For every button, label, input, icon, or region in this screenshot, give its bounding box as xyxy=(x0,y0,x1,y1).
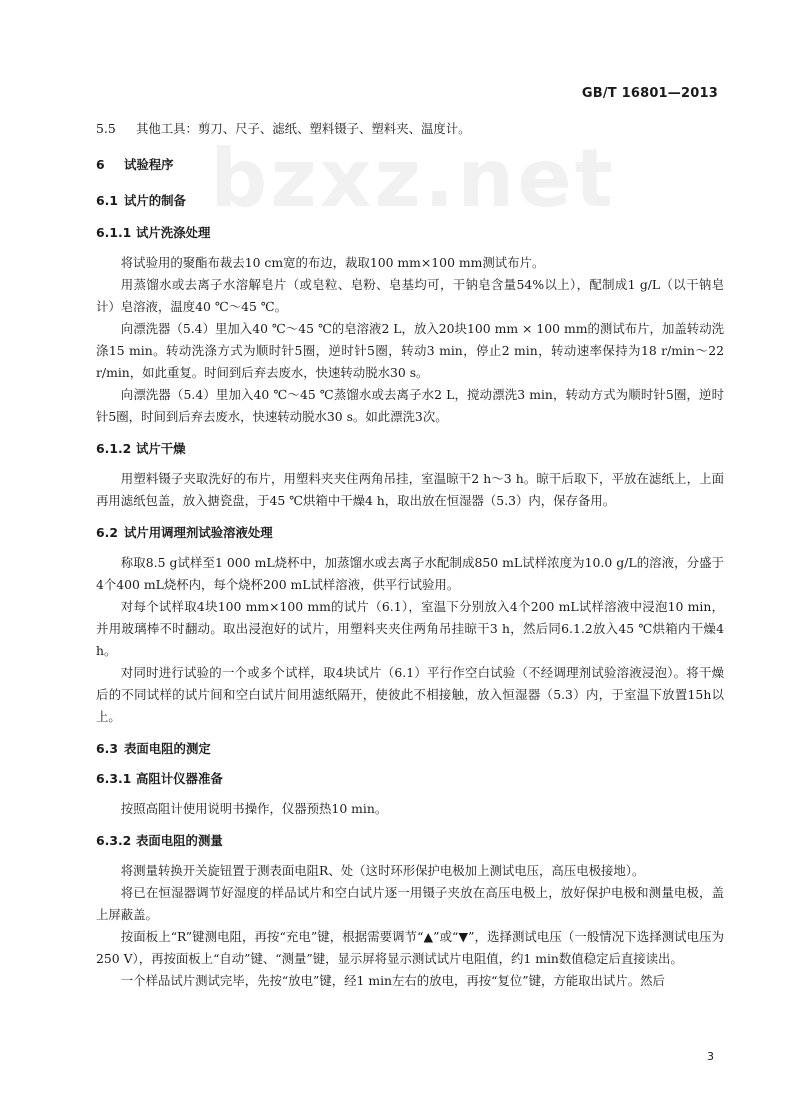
section-number: 6.2 xyxy=(96,525,118,540)
section-6-3-1-heading xyxy=(96,768,724,790)
section-6-1-2-heading xyxy=(96,438,724,460)
section-5-5 xyxy=(96,118,724,140)
paragraph: 称取8.5 g试样至1 000 mL烧杯中，加蒸馏水或去离子水配制成850 mL试样浓度为10.0 g/L的溶液，分盛于4个400 mL烧杯内，每个烧杯200 mL试样溶液，供平行试验用。 xyxy=(96,555,724,592)
paragraph: 用塑料镊子夹取洗好的布片，用塑料夹夹住两角吊挂，室温晾干2 h～3 h。晾干后取下，平放在滤纸上，上面再用滤纸包盖，放入搪瓷盘，于45 ℃烘箱中干燥4 h，取出放在恒湿器（5.3）内，保存备用。 xyxy=(96,471,724,508)
section-number: 6.1.1 xyxy=(96,225,132,240)
section-title: 试片干燥 xyxy=(136,441,186,456)
paragraph: 将已在恒湿器调节好湿度的样品试片和空白试片逐一用镊子夹放在高压电极上，放好保护电极和测量电极，盖上屏蔽盖。 xyxy=(96,885,724,922)
section-title: 高阻计仪器准备 xyxy=(136,771,223,786)
section-title: 试片用调理剂试验溶液处理 xyxy=(124,525,273,540)
section-number: 6.1 xyxy=(96,193,118,208)
paragraph: 一个样品试片测试完毕，先按“放电”键，经1 min左右的放电，再按“复位”键，方能取出试片。然后 xyxy=(120,973,665,988)
section-number: 6.3 xyxy=(96,741,118,756)
section-number: 6.3.2 xyxy=(96,833,132,848)
paragraph: 按面板上“R”键测电阻，再按“充电”键，根据需要调节“▲”或“▼”，选择测试电压（一般情况下选择测试电压为250 V），再按面板上“自动”键、“测量”键，显示屏将显示测试试片电阻值，约1 min数值稳定后直接读出。 xyxy=(96,929,724,966)
section-title: 表面电阻的测定 xyxy=(124,741,211,756)
section-title: 试片的制备 xyxy=(124,193,186,208)
document-body xyxy=(96,118,724,992)
section-text: 其他工具：剪刀、尺子、滤纸、塑料镊子、塑料夹、温度计。 xyxy=(136,121,471,136)
section-title: 表面电阻的测量 xyxy=(136,833,223,848)
section-title: 试验程序 xyxy=(124,157,174,172)
section-title: 试片洗涤处理 xyxy=(136,225,211,240)
paragraph: 对同时进行试验的一个或多个试样，取4块试片（6.1）平行作空白试验（不经调理剂试验溶液浸泡）。将干燥后的不同试样的试片间和空白试片间用滤纸隔开，使彼此不相接触，放入恒湿器（5.3）内，于室温下放置15h以上。 xyxy=(96,665,724,724)
section-6-1-1-heading xyxy=(96,222,724,244)
section-number: 6.3.1 xyxy=(96,771,132,786)
paragraph: 将试验用的聚酯布裁去10 cm宽的布边，裁取100 mm×100 mm测试布片。 xyxy=(120,255,545,270)
section-6-2-heading xyxy=(96,522,724,544)
paragraph: 向漂洗器（5.4）里加入40 ℃～45 ℃的皂溶液2 L，放入20块100 mm × 100 mm的测试布片，加盖转动洗涤15 min。转动洗涤方式为顺时针5圈，逆时针5圈，转动3 min，停止2 min，转动速率保持为18 r/min～22 r/min，如此重复。时间到后弃去废水，快速转动脱水30 s。 xyxy=(96,321,724,380)
standard-code: GB/T 16801—2013 xyxy=(581,86,718,101)
section-6-3-heading xyxy=(96,738,724,760)
paragraph: 对每个试样取4块100 mm×100 mm的试片（6.1），室温下分别放入4个200 mL试样溶液中浸泡10 min，并用玻璃棒不时翻动。取出浸泡好的试片，用塑料夹夹住两角吊挂晾干3 h，然后同6.1.2放入45 ℃烘箱内干燥4 h。 xyxy=(96,599,724,658)
paragraph: 按照高阻计使用说明书操作，仪器预热10 min。 xyxy=(120,801,388,816)
paragraph: 用蒸馏水或去离子水溶解皂片（或皂粒、皂粉、皂基均可，干钠皂含量54%以上），配制成1 g/L（以干钠皂计）皂溶液，温度40 ℃～45 ℃。 xyxy=(96,277,724,314)
paragraph: 将测量转换开关旋钮置于测表面电阻R、处（这时环形保护电极加上测试电压，高压电极接地）。 xyxy=(120,863,645,878)
watermark: bzxz.net xyxy=(210,132,616,225)
section-6-3-2-heading xyxy=(96,830,724,852)
section-number: 5.5 xyxy=(96,121,116,136)
section-6-1-heading xyxy=(96,190,724,212)
section-6-heading xyxy=(96,154,724,176)
section-number: 6.1.2 xyxy=(96,441,132,456)
page-number: 3 xyxy=(707,1050,714,1063)
paragraph: 向漂洗器（5.4）里加入40 ℃～45 ℃蒸馏水或去离子水2 L，搅动漂洗3 min，转动方式为顺时针5圈，逆时针5圈，时间到后弃去废水，快速转动脱水30 s。如此漂洗3次。 xyxy=(96,387,724,424)
section-number: 6 xyxy=(96,157,105,172)
